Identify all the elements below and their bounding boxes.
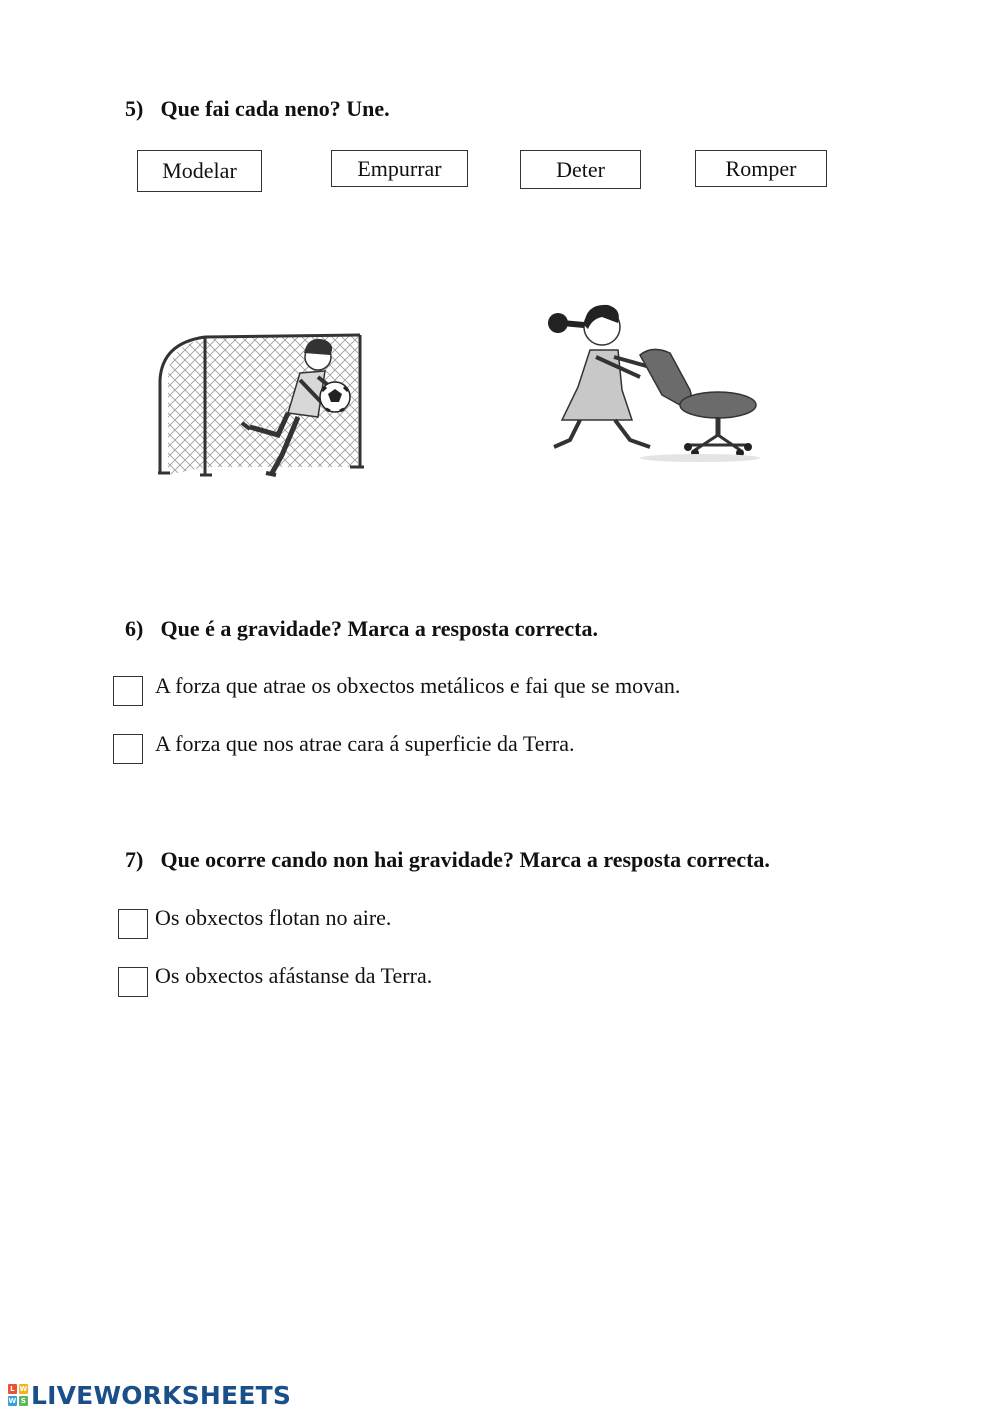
question-6-option-1-checkbox[interactable] — [113, 676, 143, 706]
word-label: Deter — [556, 156, 605, 182]
question-6-text: Que é a gravidade? Marca a resposta correcta. — [160, 616, 598, 641]
word-label: Romper — [725, 155, 797, 181]
word-box-empurrar[interactable] — [331, 150, 468, 187]
logo-square: S — [20, 1397, 27, 1405]
word-label: Modelar — [162, 158, 237, 183]
question-7-option-2-text: Os obxectos afástanse da Terra. — [155, 963, 433, 988]
question-6-title — [125, 616, 598, 642]
question-7-text: Que ocorre cando non hai gravidade? Marca a resposta correcta. — [160, 847, 770, 872]
question-7-option-1-text: Os obxectos flotan no aire. — [155, 905, 392, 930]
word-box-romper[interactable] — [695, 150, 827, 187]
word-box-modelar[interactable] — [137, 150, 262, 192]
goalkeeper-illustration — [150, 325, 370, 485]
question-5-title — [125, 96, 390, 122]
word-box-deter[interactable] — [520, 150, 641, 189]
question-5-text: Que fai cada neno? Une. — [160, 96, 390, 121]
girl-pushing-chair-illustration — [540, 295, 765, 465]
logo-square: L — [8, 1384, 17, 1394]
question-7-option-2-checkbox[interactable] — [118, 967, 148, 997]
logo-square: W — [19, 1385, 28, 1393]
liveworksheets-logo — [8, 1380, 291, 1410]
question-6-option-2-checkbox[interactable] — [113, 734, 143, 764]
word-label: Empurrar — [357, 155, 442, 181]
question-6-option-1-text: A forza que atrae os obxectos metálicos e fai que se movan. — [155, 673, 681, 698]
question-6-number: 6) — [125, 616, 144, 641]
question-6-option-2-text: A forza que nos atrae cara á superficie da Terra. — [155, 731, 575, 756]
question-7-number: 7) — [125, 847, 144, 872]
question-7-option-1-checkbox[interactable] — [118, 909, 148, 939]
brand-name: LIVEWORKSHEETS — [31, 1380, 292, 1410]
question-5-number: 5) — [125, 96, 144, 121]
logo-mark-icon — [8, 1384, 28, 1406]
logo-square: W — [8, 1397, 17, 1405]
question-7-title — [125, 847, 770, 873]
